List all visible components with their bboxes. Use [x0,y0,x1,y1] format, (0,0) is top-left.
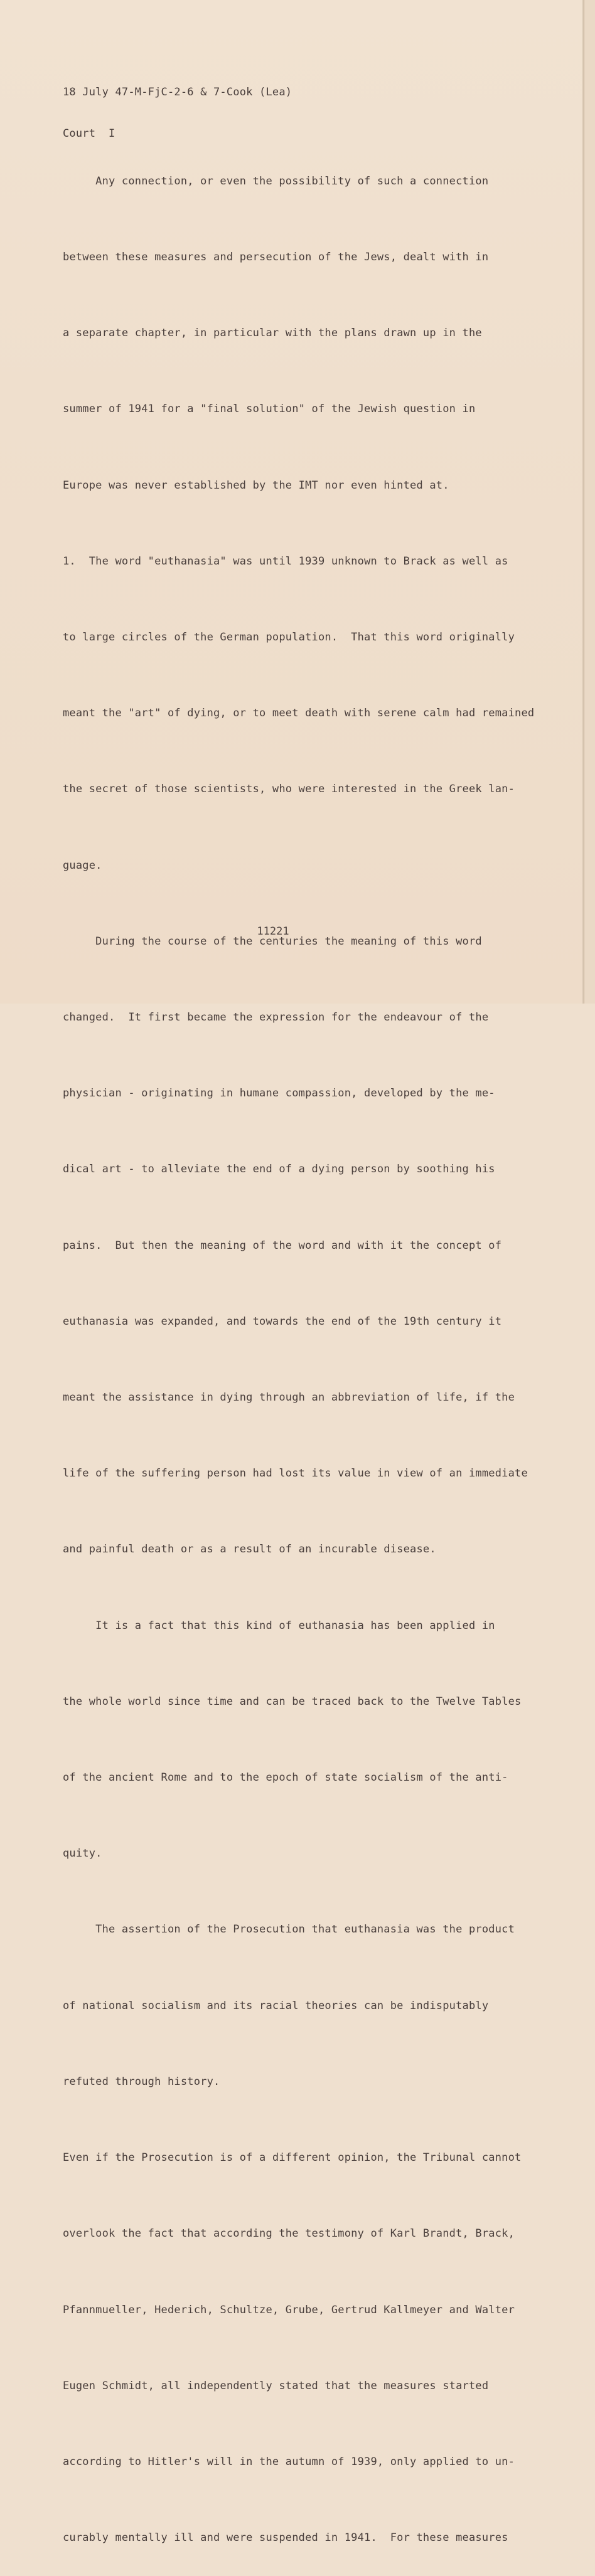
text-line: meant the "art" of dying, or to meet death with serene calm had remained [63,707,535,720]
text-line: euthanasia was expanded, and towards the end of the 19th century it [63,1315,502,1328]
text-line: It is a fact that this kind of euthanasia has been applied in [63,1619,495,1632]
text-line: curably mentally ill and were suspended in 1941. For these measures [63,2531,508,2545]
text-line: 1. The word "euthanasia" was until 1939 unknown to Brack as well as [63,554,508,568]
text-line: The assertion of the Prosecution that euthanasia was the product [63,1923,515,1936]
text-line: the whole world since time and can be traced back to the Twelve Tables [63,1695,522,1708]
text-line: life of the suffering person had lost its value in view of an immediate [63,1467,528,1480]
text-line: changed. It first became the expression for the endeavour of the [63,1011,489,1024]
text-line: Any connection, or even the possibility of such a connection [63,174,489,188]
body-text [63,118,540,2576]
text-line: of national socialism and its racial theories can be indisputably [63,1999,489,2012]
text-line: between these measures and persecution of the Jews, dealt with in [63,251,489,264]
text-line: the secret of those scientists, who were interested in the Greek lan- [63,783,515,796]
text-line: meant the assistance in dying through an abbreviation of life, if the [63,1391,515,1404]
header-court-line: Court I [63,127,115,140]
text-line: quity. [63,1847,102,1860]
text-line: Europe was never established by the IMT nor even hinted at. [63,479,449,492]
text-line: physician - originating in humane compassion, developed by the me- [63,1087,495,1100]
text-line: Even if the Prosecution is of a different opinion, the Tribunal cannot [63,2151,522,2165]
text-line: a separate chapter, in particular with the plans drawn up in the [63,327,482,340]
text-line: dical art - to alleviate the end of a dying person by soothing his [63,1163,495,1176]
text-line: of the ancient Rome and to the epoch of state socialism of the anti- [63,1771,508,1784]
text-line: refuted through history. [63,2075,220,2088]
text-line: pains. But then the meaning of the word and with it the concept of [63,1239,502,1252]
text-line: according to Hitler's will in the autumn of 1939, only applied to un- [63,2455,515,2468]
text-line: During the course of the centuries the meaning of this word [63,935,482,948]
header-reference-line: 18 July 47-M-FjC-2-6 & 7-Cook (Lea) [63,86,292,98]
text-line: Eugen Schmidt, all independently stated that the measures started [63,2379,489,2392]
text-line: summer of 1941 for a "final solution" of the Jewish question in [63,403,476,416]
text-line: and painful death or as a result of an incurable disease. [63,1543,436,1556]
page-number: 11221 [257,925,289,938]
text-line: Pfannmueller, Hederich, Schultze, Grube, Gertrud Kallmeyer and Walter [63,2303,515,2316]
page-edge [584,0,595,1004]
text-line: overlook the fact that according the testimony of Karl Brandt, Brack, [63,2227,515,2240]
text-line: to large circles of the German population. That this word originally [63,631,515,644]
text-line: guage. [63,859,102,872]
